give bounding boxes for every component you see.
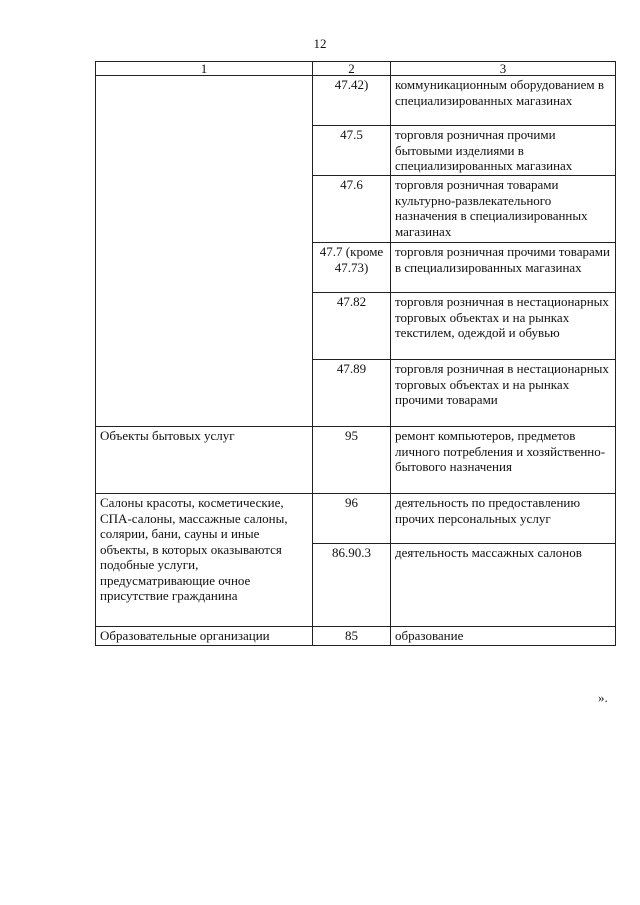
closing-quote-mark: ».: [598, 690, 608, 705]
okved-code-cell: 85: [313, 627, 391, 646]
okved-code-cell: 47.7 (кроме 47.73): [313, 243, 391, 293]
okved-code-cell: 47.89: [313, 360, 391, 427]
table-header-row: [96, 62, 616, 76]
object-type-cell: Образовательные организации: [96, 627, 313, 646]
page-number: 12: [313, 36, 327, 51]
object-type-cell: [96, 76, 313, 427]
table-row: [96, 627, 616, 646]
okved-code-cell: 95: [313, 427, 391, 494]
column-header-2: 2: [313, 62, 391, 76]
object-type-cell: Объекты бытовых услуг: [96, 427, 313, 494]
okved-code-cell: 47.5: [313, 126, 391, 176]
activity-description-cell: ремонт компьютеров, предметов личного потребления и хозяйственно-бытового назначения: [391, 427, 616, 494]
activity-description-cell: торговля розничная в нестационарных торговых объектах и на рынках прочими товарами: [391, 360, 616, 427]
table-row: [96, 76, 616, 126]
table-row: [96, 494, 616, 544]
okved-code-cell: 86.90.3: [313, 544, 391, 627]
activity-description-cell: торговля розничная прочими бытовыми изделиями в специализированных магазинах: [391, 126, 616, 176]
okved-code-cell: 96: [313, 494, 391, 544]
activity-description-cell: торговля розничная товарами культурно-развлекательного назначения в специализированных магазинах: [391, 176, 616, 243]
column-header-1: 1: [96, 62, 313, 76]
okved-code-cell: 47.42): [313, 76, 391, 126]
activity-description-cell: торговля розничная в нестационарных торговых объектах и на рынках текстилем, одеждой и обувью: [391, 293, 616, 360]
activity-codes-table: [95, 61, 616, 646]
activity-description-cell: торговля розничная прочими товарами в специализированных магазинах: [391, 243, 616, 293]
okved-code-cell: 47.6: [313, 176, 391, 243]
activity-description-cell: деятельность по предоставлению прочих персональных услуг: [391, 494, 616, 544]
table-row: [96, 427, 616, 494]
activity-description-cell: коммуникационным оборудованием в специализированных магазинах: [391, 76, 616, 126]
object-type-cell: Салоны красоты, косметические, СПА-салоны, массажные салоны, солярии, бани, сауны и иные объекты, в которых оказываются подобные услуги, предусматривающие очное присутствие гражданина: [96, 494, 313, 627]
okved-code-cell: 47.82: [313, 293, 391, 360]
activity-description-cell: образование: [391, 627, 616, 646]
column-header-3: 3: [391, 62, 616, 76]
activity-description-cell: деятельность массажных салонов: [391, 544, 616, 627]
